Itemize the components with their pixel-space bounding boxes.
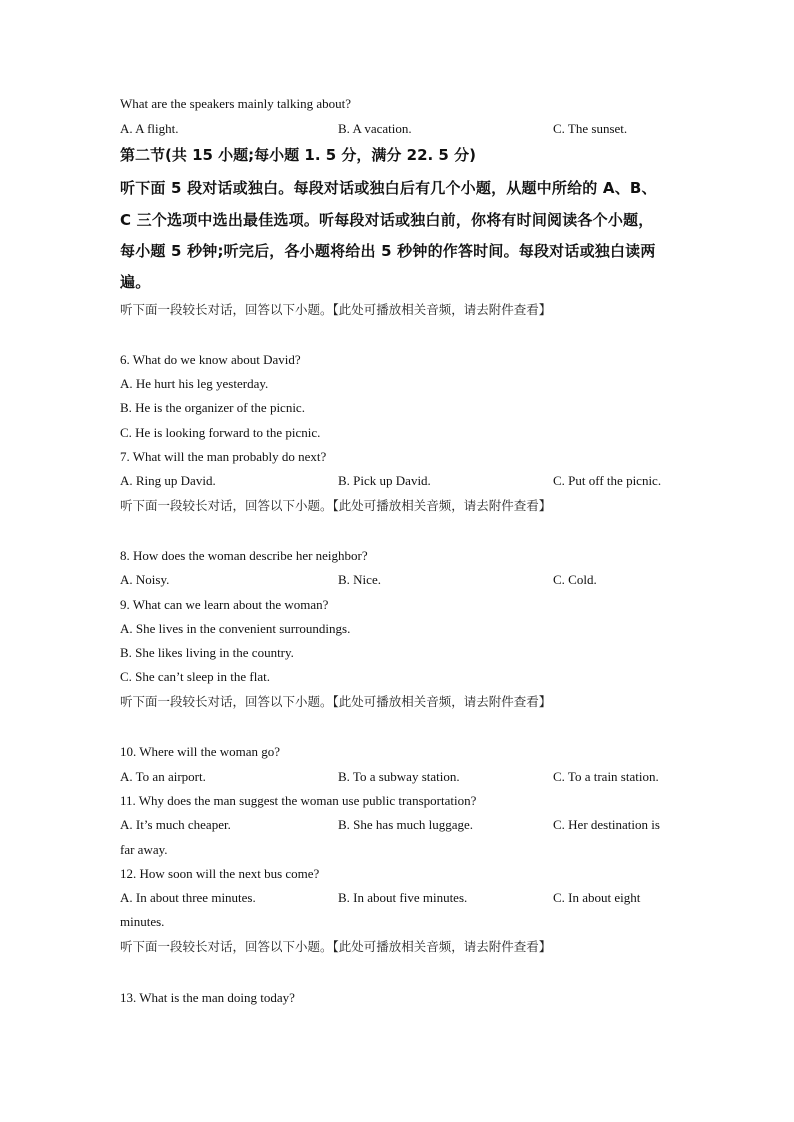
option-c: C. Put off the picnic. <box>553 473 662 488</box>
question-12-options <box>120 890 680 906</box>
question-6-option-c: C. He is looking forward to the picnic. <box>120 425 321 440</box>
question-5-options <box>120 121 680 137</box>
option-a: A. It’s much cheaper. <box>120 817 231 832</box>
option-b: B. To a subway station. <box>338 769 460 784</box>
question-8-options <box>120 572 680 588</box>
option-a: A. To an airport. <box>120 769 206 784</box>
option-c: C. Cold. <box>553 572 597 587</box>
question-6-option-b: B. He is the organizer of the picnic. <box>120 400 305 415</box>
instruction-line-3: 每小题 5 秒钟;听完后，各小题将给出 5 秒钟的作答时间。每段对话或独白读两 <box>120 242 656 260</box>
question-11-options <box>120 817 680 833</box>
question-9-stem: 9. What can we learn about the woman? <box>120 597 329 612</box>
question-10-options <box>120 769 680 785</box>
question-10-stem: 10. Where will the woman go? <box>120 744 281 759</box>
option-b: B. Pick up David. <box>338 473 431 488</box>
option-b: B. In about five minutes. <box>338 890 468 905</box>
question-9-option-a: A. She lives in the convenient surroundings. <box>120 621 351 636</box>
option-b: B. Nice. <box>338 572 381 587</box>
option-b: B. A vacation. <box>338 121 412 136</box>
option-c: C. Her destination is <box>553 817 660 832</box>
question-7-stem: 7. What will the man probably do next? <box>120 449 327 464</box>
question-12-option-c-continued: minutes. <box>120 914 165 929</box>
instruction-line-2: C 三个选项中选出最佳选项。听每段对话或独白前，你将有时间阅读各个小题， <box>120 211 654 229</box>
question-9-option-c: C. She can’t sleep in the flat. <box>120 669 270 684</box>
question-6-stem: 6. What do we know about David? <box>120 352 301 367</box>
question-12-stem: 12. How soon will the next bus come? <box>120 866 320 881</box>
option-c: C. To a train station. <box>553 769 659 784</box>
question-5-stem: What are the speakers mainly talking about? <box>120 96 352 111</box>
question-7-options <box>120 473 680 489</box>
audio-note: 听下面一段较长对话，回答以下小题。【此处可播放相关音频，请去附件查看】 <box>120 939 552 954</box>
audio-note: 听下面一段较长对话，回答以下小题。【此处可播放相关音频，请去附件查看】 <box>120 498 552 513</box>
option-a: A. A flight. <box>120 121 179 136</box>
question-8-stem: 8. How does the woman describe her neighbor? <box>120 548 368 563</box>
question-11-stem: 11. Why does the man suggest the woman use public transportation? <box>120 793 477 808</box>
question-9-option-b: B. She likes living in the country. <box>120 645 294 660</box>
option-b: B. She has much luggage. <box>338 817 474 832</box>
audio-note: 听下面一段较长对话，回答以下小题。【此处可播放相关音频，请去附件查看】 <box>120 302 552 317</box>
option-a: A. Noisy. <box>120 572 170 587</box>
audio-note: 听下面一段较长对话，回答以下小题。【此处可播放相关音频，请去附件查看】 <box>120 694 552 709</box>
question-6-option-a: A. He hurt his leg yesterday. <box>120 376 269 391</box>
option-a: A. Ring up David. <box>120 473 216 488</box>
question-11-option-c-continued: far away. <box>120 842 168 857</box>
option-a: A. In about three minutes. <box>120 890 256 905</box>
instruction-line-4: 遍。 <box>120 273 151 291</box>
instruction-line-1: 听下面 5 段对话或独白。每段对话或独白后有几个小题，从题中所给的 A、B、 <box>120 179 657 197</box>
option-c: C. In about eight <box>553 890 641 905</box>
option-c: C. The sunset. <box>553 121 628 136</box>
section-heading: 第二节(共 15 小题;每小题 1. 5 分，满分 22. 5 分) <box>120 146 476 164</box>
question-13-stem: 13. What is the man doing today? <box>120 990 295 1005</box>
